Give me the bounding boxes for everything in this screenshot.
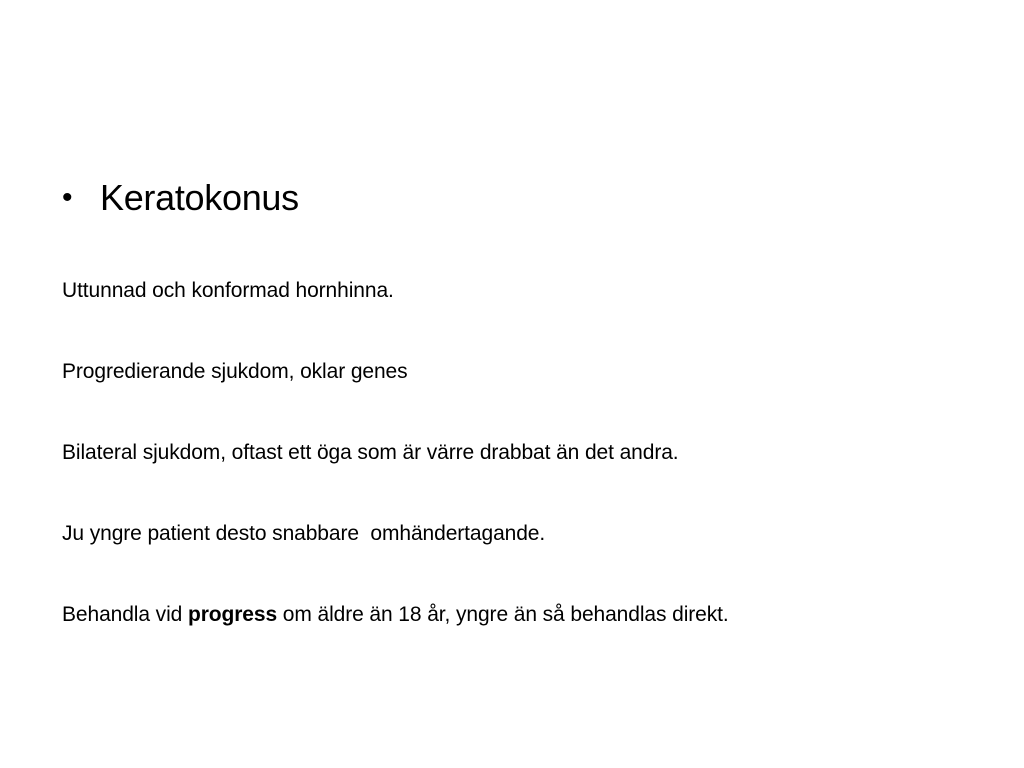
bullet-heading: [62, 176, 299, 220]
slide-body: [62, 276, 982, 681]
bullet-symbol: •: [62, 181, 73, 214]
body-line-5-prefix: Behandla vid: [62, 603, 188, 626]
body-line-5-emphasis: progress: [187, 603, 278, 626]
body-line-1: Uttunnad och konformad hornhinna.: [62, 279, 394, 302]
body-line-5: [62, 600, 982, 630]
body-line-3: Bilateral sjukdom, oftast ett öga som är värre drabbat än det andra.: [62, 441, 679, 464]
body-line-2: Progredierande sjukdom, oklar genes: [62, 360, 408, 383]
body-line-4: Ju yngre patient desto snabbare omhändertagande.: [62, 522, 546, 545]
body-line-5-suffix: om äldre än 18 år, yngre än så behandlas direkt.: [277, 603, 729, 626]
heading-text: Keratokonus: [100, 177, 299, 218]
